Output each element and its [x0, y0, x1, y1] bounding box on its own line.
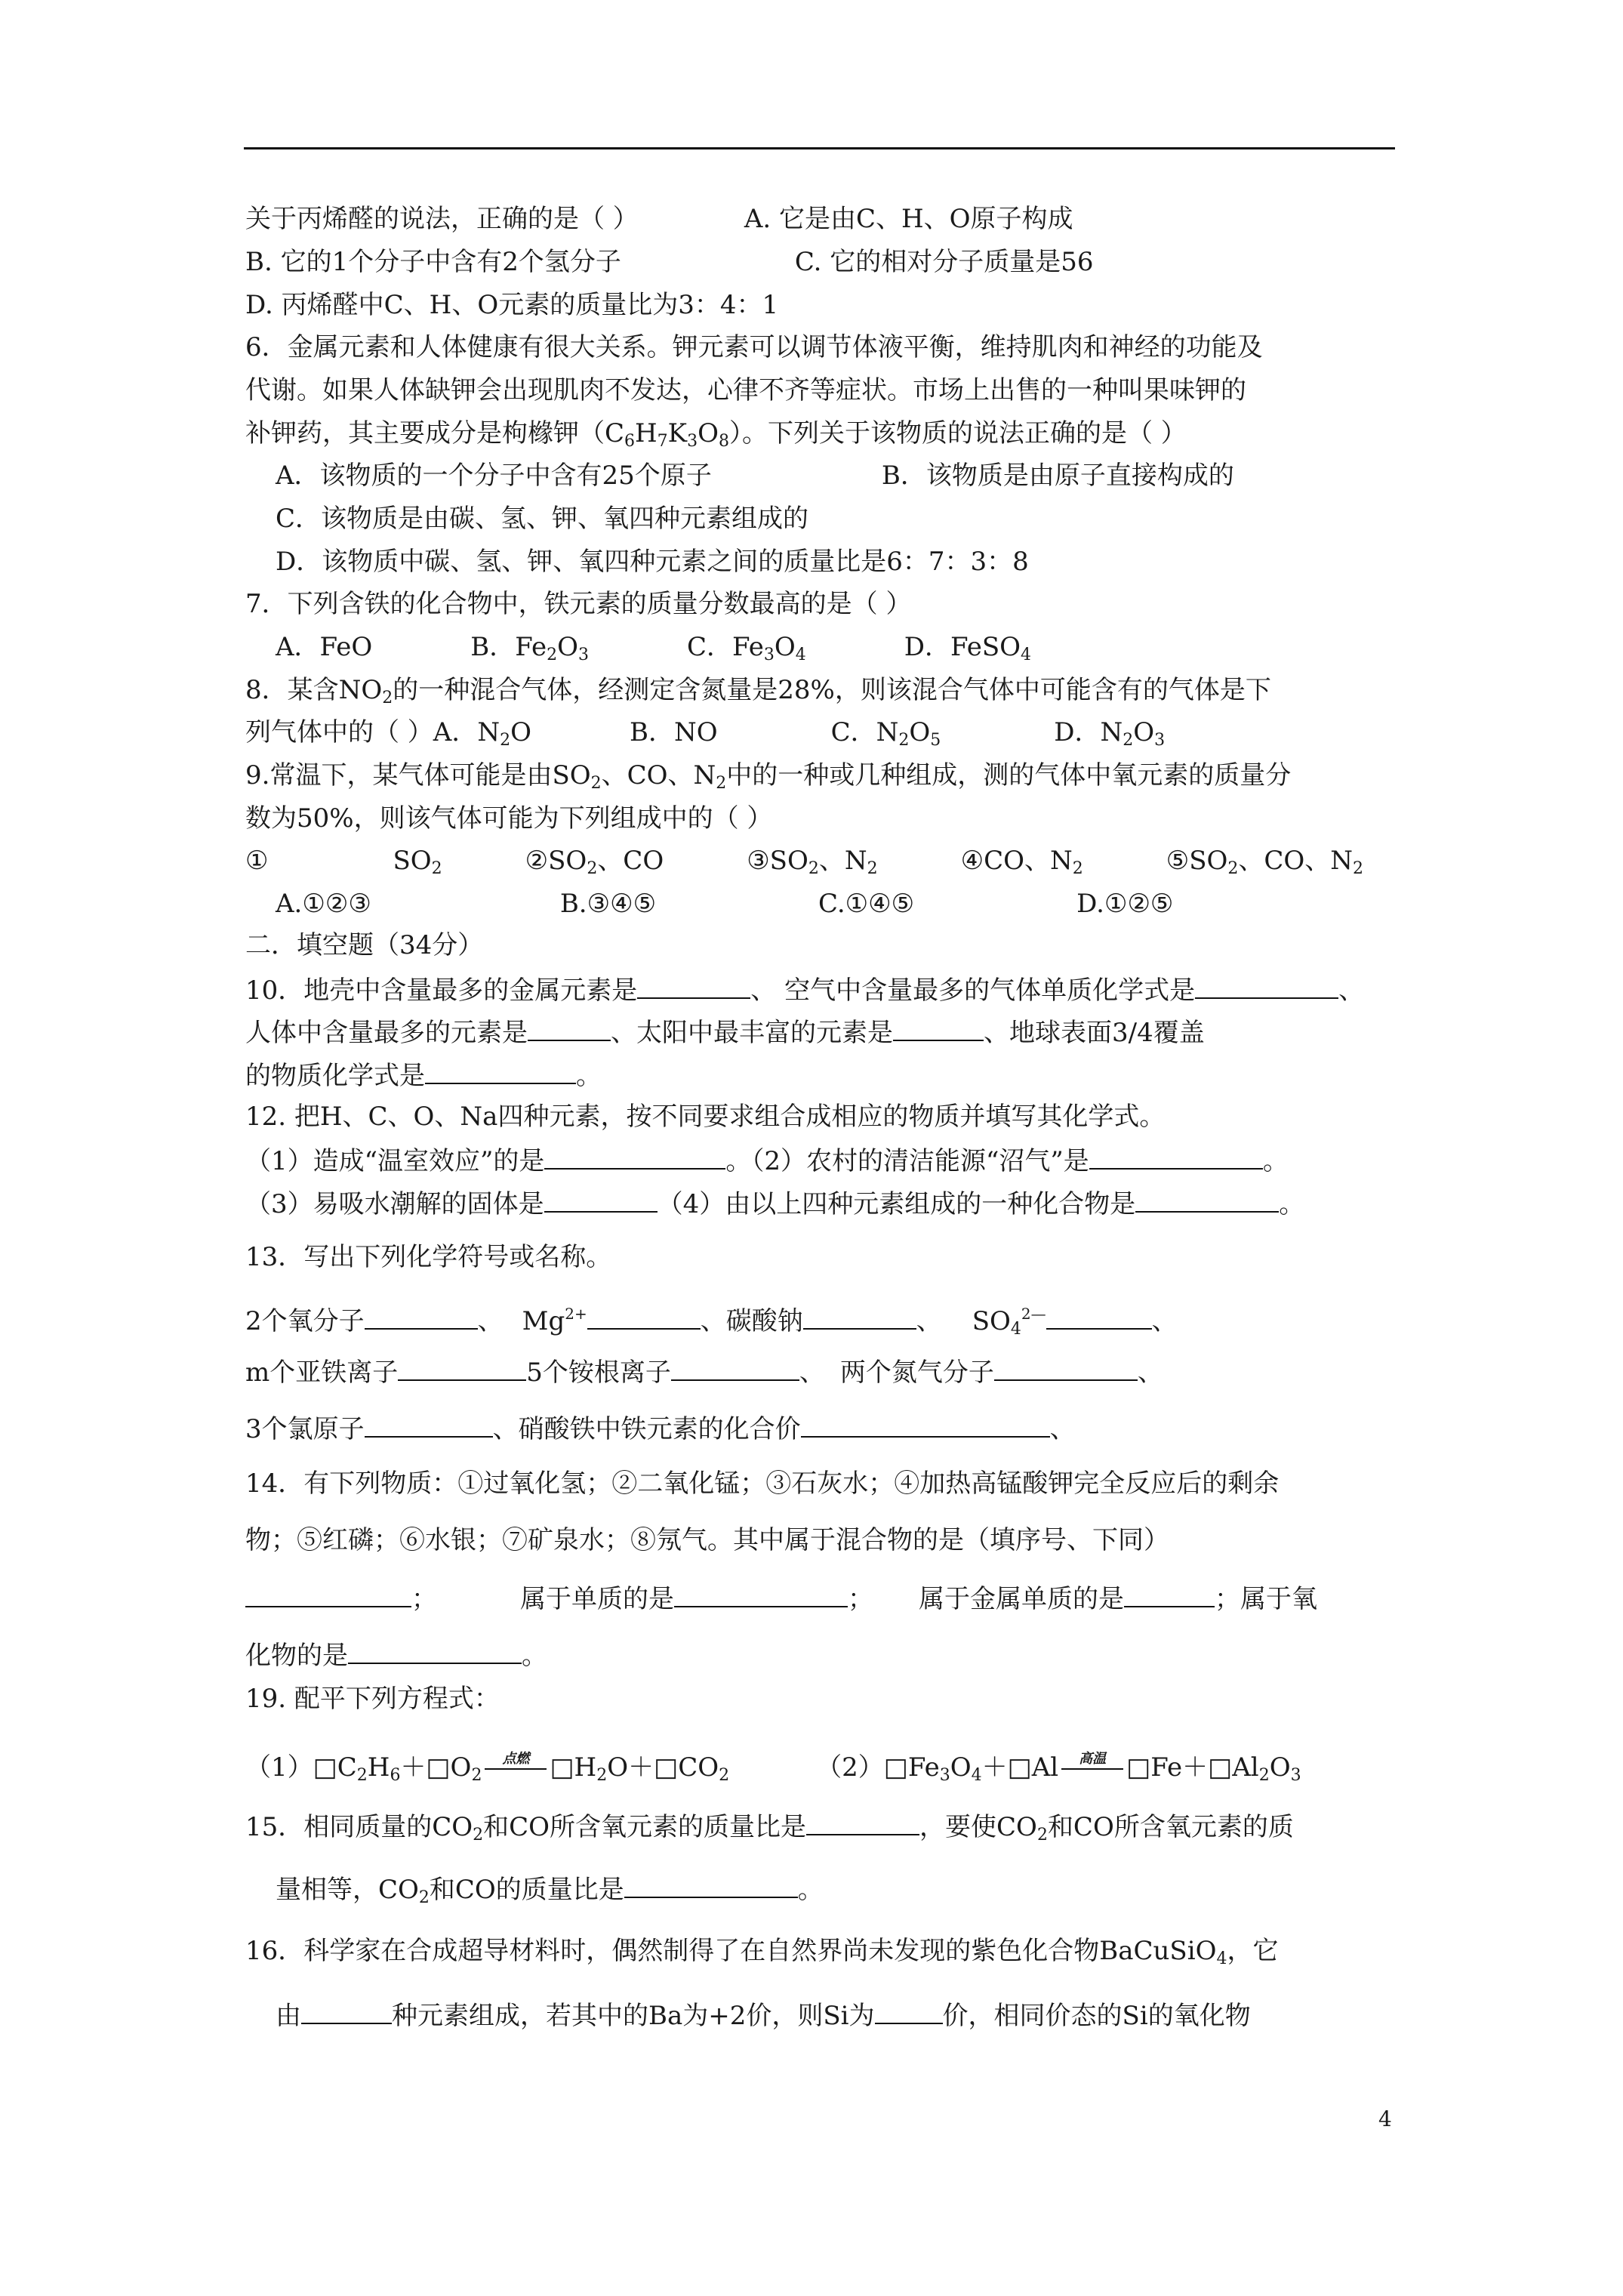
blank[interactable] [365, 1302, 478, 1330]
question-13-line2: m个亚铁离子 5个铵根离子 、 两个氮气分子 、 [245, 1354, 1163, 1389]
blank[interactable] [528, 1014, 611, 1041]
question-13-line1: 2个氧分子 、 $Mg^{2+}$ 、碳酸钠 、 $SO_4^{2—}$ 、 [245, 1297, 1178, 1346]
blank[interactable] [803, 1302, 916, 1330]
header-rule [244, 147, 1395, 149]
blank[interactable] [875, 1997, 943, 2024]
page-number: 4 [1378, 2106, 1392, 2131]
question-12-line2: （3）易吸水潮解的固体是 （4）由以上四种元素组成的一种化合物是 。 [245, 1185, 1304, 1221]
question-6-line3: 补钾药，其主要成分是枸橼钾$(C_6H_7K_3O_8)$。下列关于该物质的说法正确的是（ ） [245, 418, 1187, 451]
blank[interactable] [245, 1580, 411, 1607]
blank[interactable] [301, 1997, 392, 2024]
question-14-line2: 物；⑤红磷；⑥水银；⑦矿泉水；⑧氖气。其中属于混合物的是（填序号、下同） [245, 1525, 1169, 1555]
blank[interactable] [1124, 1580, 1215, 1607]
question-19-equations: $(1)□C_2H_6+□O_2$ 点燃 $□H_2O+□CO_2$ $(2)□Fe_3O_4+□Al$ 高温 $□Fe+□Al_2O_3$ [245, 1751, 1301, 1785]
line-3: D. 丙烯醛中C、H、O元素的质量比为3：4：1 [245, 290, 779, 320]
blank[interactable] [1046, 1302, 1152, 1330]
question-13: 13．写出下列化学符号或名称。 [245, 1242, 612, 1272]
question-16-line1: 16．科学家在合成超导材料时，偶然制得了在自然界尚未发现的紫色化合物BaCuSiO$_4$，它 [245, 1936, 1279, 1968]
question-12-line1: （1）造成“温室效应”的是 。（2）农村的清洁能源“沼气”是 。 [245, 1142, 1289, 1178]
question-15-line1: 15．相同质量的$CO_2$和CO所含氧元素的质量比是 ，要使$CO_2$和CO所含氧元素的质 [245, 1808, 1294, 1852]
blank[interactable] [425, 1057, 576, 1084]
question-10-line1: 10．地壳中含量最多的金属元素是 、 空气中含量最多的气体单质化学式是 、 [245, 972, 1364, 1007]
blank[interactable] [348, 1637, 522, 1664]
question-14-line4: 化物的是 。 [245, 1637, 547, 1672]
question-7: 7．下列含铁的化合物中，铁元素的质量分数最高的是（ ） [245, 589, 912, 619]
blank[interactable] [1195, 972, 1338, 999]
section-2-heading: 二．填空题（34分） [245, 930, 484, 960]
blank[interactable] [674, 1580, 848, 1607]
blank[interactable] [637, 972, 750, 999]
question-15-line2: 量相等，$CO_2$和CO的质量比是 。 [276, 1871, 824, 1915]
question-10-line3: 的物质化学式是 。 [245, 1057, 602, 1093]
question-9-line2: 数为50%，则该气体可能为下列组成中的（ ） [245, 803, 773, 834]
blank[interactable] [1135, 1185, 1279, 1213]
blank[interactable] [398, 1354, 526, 1381]
question-8-line2: 列气体中的（ ）A．$N_2O$ B．NO C．$N_2O_5$ D．$N_2O_3$ [245, 717, 1166, 750]
question-8-line1: 8．某含$NO_2$的一种混合气体，经测定含氮量是28%，则该混合气体中可能含有的气体是下 [245, 675, 1271, 707]
blank[interactable] [624, 1871, 798, 1898]
question-7-options: A．FeO B．$Fe_2O_3$ C．$Fe_3O_4$ D．FeSO$_4$ [276, 632, 1032, 664]
reaction-arrow: 点燃 [482, 1750, 550, 1776]
question-6-line2: 代谢。如果人体缺钾会出现肌肉不发达，心律不齐等症状。市场上出售的一种叫果味钾的 [245, 375, 1246, 405]
line-2: B. 它的1个分子中含有2个氢分子 C. 它的相对分子质量是56 [245, 247, 1094, 277]
blank[interactable] [801, 1410, 1050, 1438]
question-6-option-c: C．该物质是由碳、氢、钾、氧四种元素组成的 [276, 504, 809, 534]
question-9-line1: 9.常温下，某气体可能是由$SO_2$、CO、$N_2$中的一种或几种组成，测的气体中氧元素的质量分 [245, 760, 1292, 793]
question-9-choices: ① $SO_2$ $②SO_2$、CO $③SO_2$、$N_2$ ④CO、$N_2$ $⑤SO_2$、CO、$N_2$ [245, 846, 1364, 878]
blank[interactable] [893, 1014, 984, 1041]
blank[interactable] [544, 1185, 658, 1213]
question-13-line3: 3个氯原子 、硝酸铁中铁元素的化合价 、 [245, 1410, 1076, 1446]
question-14-line3: ； 属于单质的是 ； 属于金属单质的是 ；属于氧 [245, 1580, 1317, 1616]
blank[interactable] [994, 1354, 1138, 1381]
blank[interactable] [671, 1354, 799, 1381]
blank[interactable] [587, 1302, 701, 1330]
blank[interactable] [1089, 1142, 1263, 1170]
reaction-arrow: 高温 [1058, 1750, 1126, 1776]
blank[interactable] [544, 1142, 725, 1170]
question-16-line2: 由 种元素组成，若其中的Ba为+2价，则Si为 价，相同价态的Si的氧化物 [276, 1997, 1251, 2032]
blank[interactable] [806, 1808, 919, 1835]
line-1: 关于丙烯醛的说法，正确的是（ ） A. 它是由C、H、O原子构成 [245, 204, 1073, 234]
question-9-options: A.①②③ B.③④⑤ C.①④⑤ D.①②⑤ [276, 889, 1174, 919]
question-19: 19. 配平下列方程式： [245, 1684, 500, 1714]
blank[interactable] [365, 1410, 493, 1438]
question-12: 12. 把H、C、O、Na四种元素，按不同要求组合成相应的物质并填写其化学式。 [245, 1102, 1166, 1132]
question-14-line1: 14．有下列物质：①过氧化氢；②二氧化锰；③石灰水；④加热高锰酸钾完全反应后的剩余 [245, 1469, 1280, 1499]
question-10-line2: 人体中含量最多的元素是 、太阳中最丰富的元素是 、地球表面3/4覆盖 [245, 1014, 1205, 1049]
question-6-options-ab: A．该物质的一个分子中含有25个原子 B．该物质是由原子直接构成的 [276, 461, 1234, 491]
question-6-option-d: D．该物质中碳、氢、钾、氧四种元素之间的质量比是6：7：3：8 [276, 547, 1029, 577]
question-6-line1: 6．金属元素和人体健康有很大关系。钾元素可以调节体液平衡，维持肌肉和神经的功能及 [245, 332, 1263, 362]
